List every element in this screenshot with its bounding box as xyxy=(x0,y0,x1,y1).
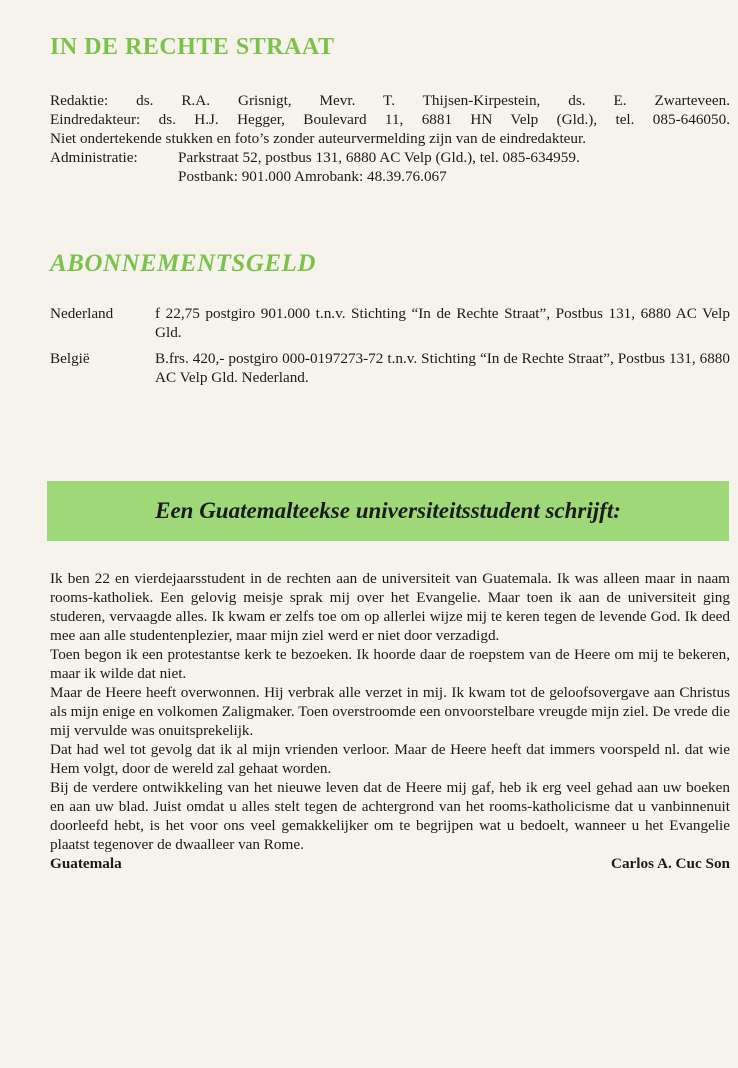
article-signature xyxy=(50,854,730,873)
article-place: Guatemala xyxy=(50,855,122,872)
article-paragraph: Dat had wel tot gevolg dat ik al mijn vrienden verloor. Maar de Heere heeft dat immers voorspeld nl. dat wie Hem volgt, door de wereld zal gehaat worden. xyxy=(50,741,730,777)
subscription-row xyxy=(50,304,730,342)
article-banner xyxy=(47,481,729,541)
article-body xyxy=(50,569,730,873)
subscription-country: België xyxy=(50,350,90,367)
magazine-title: IN DE RECHTE STRAAT xyxy=(50,34,335,60)
administration-block xyxy=(50,148,730,186)
subscription-details: f 22,75 postgiro 901.000 t.n.v. Stichting “In de Rechte Straat”, Postbus 131, 6880 AC Velp Gld. xyxy=(155,305,730,341)
administration-bank: Postbank: 901.000 Amrobank: 48.39.76.067 xyxy=(178,168,447,185)
article-title: Een Guatemalteekse universiteitsstudent schrijft: xyxy=(155,498,621,523)
article-author: Carlos A. Cuc Son xyxy=(611,855,730,872)
colophon xyxy=(50,91,730,186)
disclaimer-line: Niet ondertekende stukken en foto’s zonder auteurvermelding zijn van de eindredakteur. xyxy=(50,130,587,147)
redaktie-line: Redaktie: ds. R.A. Grisnigt, Mevr. T. Thijsen-Kirpestein, ds. E. Zwarteveen. xyxy=(50,92,730,109)
administration-label: Administratie: xyxy=(50,149,138,166)
subscription-heading: ABONNEMENTSGELD xyxy=(50,250,316,277)
article-paragraph: Maar de Heere heeft overwonnen. Hij verbrak alle verzet in mij. Ik kwam tot de geloofsovergave aan Christus als mijn enige en volkomen Zaligmaker. Toen overstroomde een onvoorstelbare vreugde mijn ziel. De vrede die mij vervulde was onuitsprekelijk. xyxy=(50,684,730,739)
subscription-country: Nederland xyxy=(50,305,114,322)
article-paragraph: Bij de verdere ontwikkeling van het nieuwe leven dat de Heere mij gaf, heb ik erg veel gehad aan uw boeken en aan uw blad. Juist omdat u alles stelt tegen de achtergrond van het rooms-katholicisme dat u vanbinnenuit doorleefd hebt, is het voor ons veel gemakkelijker om te begrijpen wat u bedoelt, wanneer u het Evangelie plaatst tegenover de dwaalleer van Rome. xyxy=(50,779,730,853)
article-paragraph: Ik ben 22 en vierdejaarsstudent in de rechten aan de universiteit van Guatemala. Ik was alleen maar in naam rooms-katholiek. Een gelovig meisje sprak mij over het Evangelie. Maar toen ik aan de universiteit ging studeren, vervaagde alles. Ik kwam er zelfs toe om op allerlei wijze mij te keren tegen de levende God. Ik deed mee aan alle studentenplezier, maar mijn ziel werd er niet door verzadigd. xyxy=(50,570,730,644)
subscription-row xyxy=(50,349,730,387)
subscription-list xyxy=(50,304,730,394)
administration-address: Parkstraat 52, postbus 131, 6880 AC Velp (Gld.), tel. 085-634959. xyxy=(178,149,580,166)
article-paragraph: Toen begon ik een protestantse kerk te bezoeken. Ik hoorde daar de roepstem van de Heere om mij te bekeren, maar ik wilde dat niet. xyxy=(50,646,730,682)
subscription-details: B.frs. 420,- postgiro 000-0197273-72 t.n.v. Stichting “In de Rechte Straat”, Postbus 131, 6880 AC Velp Gld. Nederland. xyxy=(155,350,730,386)
eindredakteur-line: Eindredakteur: ds. H.J. Hegger, Boulevard 11, 6881 HN Velp (Gld.), tel. 085-646050. xyxy=(50,111,730,128)
administration-details xyxy=(178,148,730,186)
